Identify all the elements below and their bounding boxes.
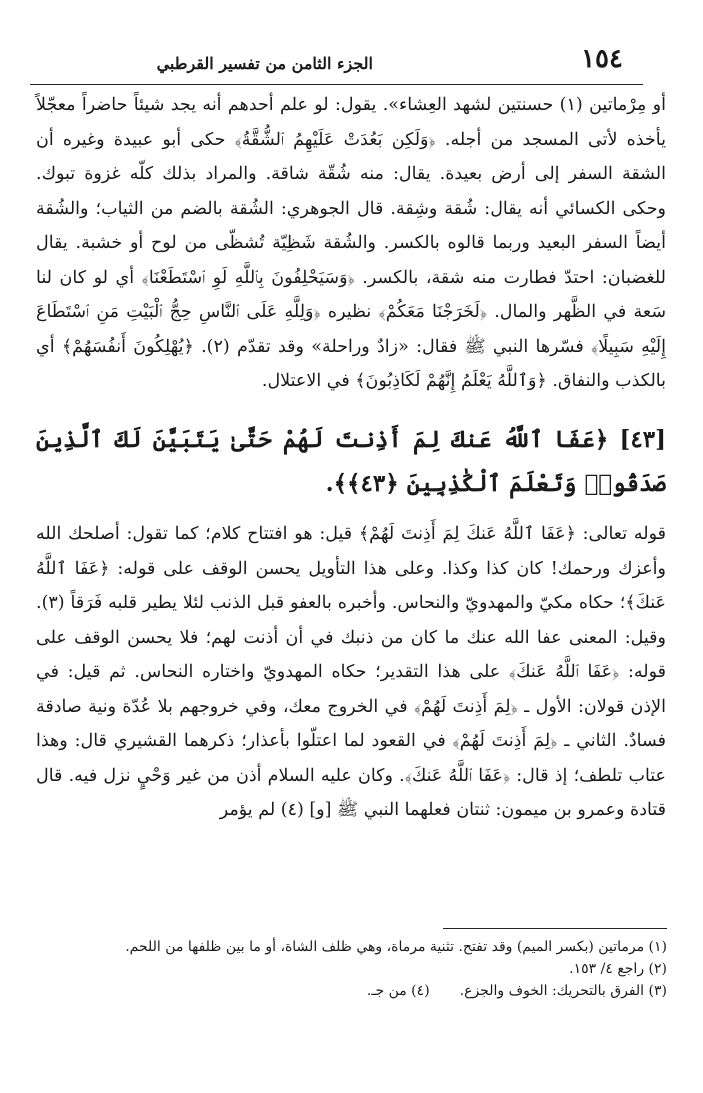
- verse-heading: [٤٣] ﴿عَفَا ٱللَّهُ عَنكَ لِمَ أَذِنتَ لَهُمْ حَتَّىٰ يَتَبَيَّنَ لَكَ ٱلَّذِينَ صَدَقُوا۟ وَتَعْلَمَ ٱلْكَٰذِبِينَ ﴿٤٣﴾﴾.: [36, 426, 666, 497]
- footnote-1: (١) مرماتين (بكسر الميم) وقد تفتح. تثنية مرماة، وهي ظلف الشاة، أو ما بين ظلفها من اللحم.: [125, 939, 667, 955]
- page-number: ١٥٤: [581, 44, 623, 74]
- intro-paragraph: [36, 88, 666, 399]
- commentary-paragraph: [36, 517, 666, 828]
- running-title: الجزء الثامن من تفسير القرطبي: [156, 54, 373, 73]
- footnote-divider: [443, 928, 667, 929]
- intro-text: أو مِرْماتين (١) حسنتين لشهد العِشاء». يقول: لو علم أحدهم أنه يجد شيئاً حاضراً معجّلاً يأخذه لأتى المسجد من أجله. ﴿وَلَكِن بَعُدَتْ عَلَيْهِمُ ٱلشُّقَّةُ﴾ حكى أبو عبيدة وغيره أن الشقة السفر إلى أرض بعيدة. يقال: منه شُقّة شاقة. والمراد بذلك كلّه غزوة تبوك. وحكى الكسائي أنه يقال: شُقة وشِقة. قال الجوهري: الشُقة بالضم من الثياب؛ والشُقة أيضاً السفر البعيد وربما قالوه بالكسر. والشُقة شَظِيّة تُشظّى من لوح أو خشبة. يقال للغضبان: احتدّ فطارت منه شقة، بالكسر. ﴿وَسَيَحْلِفُونَ بِٱللَّهِ لَوِ ٱسْتَطَعْنَا﴾ أي لو كان لنا سَعة في الظَّهر والمال. ﴿لَخَرَجْنَا مَعَكُمْ﴾ نظيره ﴿وَلِلَّهِ عَلَى ٱلنَّاسِ حِجُّ ٱلْبَيْتِ مَنِ ٱسْتَطَاعَ إِلَيْهِ سَبِيلًا﴾ فسّرها النبي ﷺ فقال: «زادٌ وراحلة» وقد تقدّم (٢). ﴿يُهْلِكُونَ أَنفُسَهُمْ﴾ أي بالكذب والنفاق. ﴿وَٱللَّهُ يَعْلَمُ إِنَّهُمْ لَكَاذِبُونَ﴾ في الاعتلال.: [36, 95, 666, 391]
- footnotes: [37, 936, 667, 1002]
- footnote-3: (٣) الفرق بالتحريك: الخوف والجزع.: [459, 983, 667, 999]
- commentary-text: قوله تعالى: ﴿عَفَا ٱللَّهُ عَنكَ لِمَ أَذِنتَ لَهُمْ﴾ قيل: هو افتتاح كلام؛ كما تقول: أصلحك الله وأعزك ورحمك! كان كذا وكذا. وعلى هذا التأويل يحسن الوقف على قوله: ﴿عَفَا ٱللَّهُ عَنكَ﴾؛ حكاه مكيّ والمهدويّ والنحاس. وأخبره بالعفو قبل الذنب لئلا يطير قلبه فَرَقاً (٣). وقيل: المعنى عفا الله عنك ما كان من ذنبك في أن أذنت لهم؛ فلا يحسن الوقف على قوله: ﴿عَفَا ٱللَّهُ عَنكَ﴾ على هذا التقدير؛ حكاه المهدويّ واختاره النحاس. ثم قيل: في الإذن قولان: الأول ـ ﴿لِمَ أَذِنتَ لَهُمْ﴾ في الخروج معك، وفي خروجهم بلا عُدّة ونية صادقة فسادٌ. الثاني ـ ﴿لِمَ أَذِنتَ لَهُمْ﴾ في القعود لما اعتلّوا بأعذار؛ ذكرهما القشيري قال: وهذا عتاب تلطف؛ إذ قال: ﴿عَفَا ٱللَّهُ عَنكَ﴾. وكان عليه السلام أذن من غير وَحْيٍ نزل فيه. قال قتادة وعمرو بن ميمون: ثنتان فعلهما النبي ﷺ [و] (٤) لم يؤمر: [36, 524, 666, 820]
- page-header: [30, 40, 643, 85]
- footnote-2: (٢) راجع ٤/ ١٥٣.: [569, 961, 667, 977]
- footnote-3-4: [37, 980, 667, 1002]
- footnote-4: (٤) من جـ.: [366, 983, 430, 999]
